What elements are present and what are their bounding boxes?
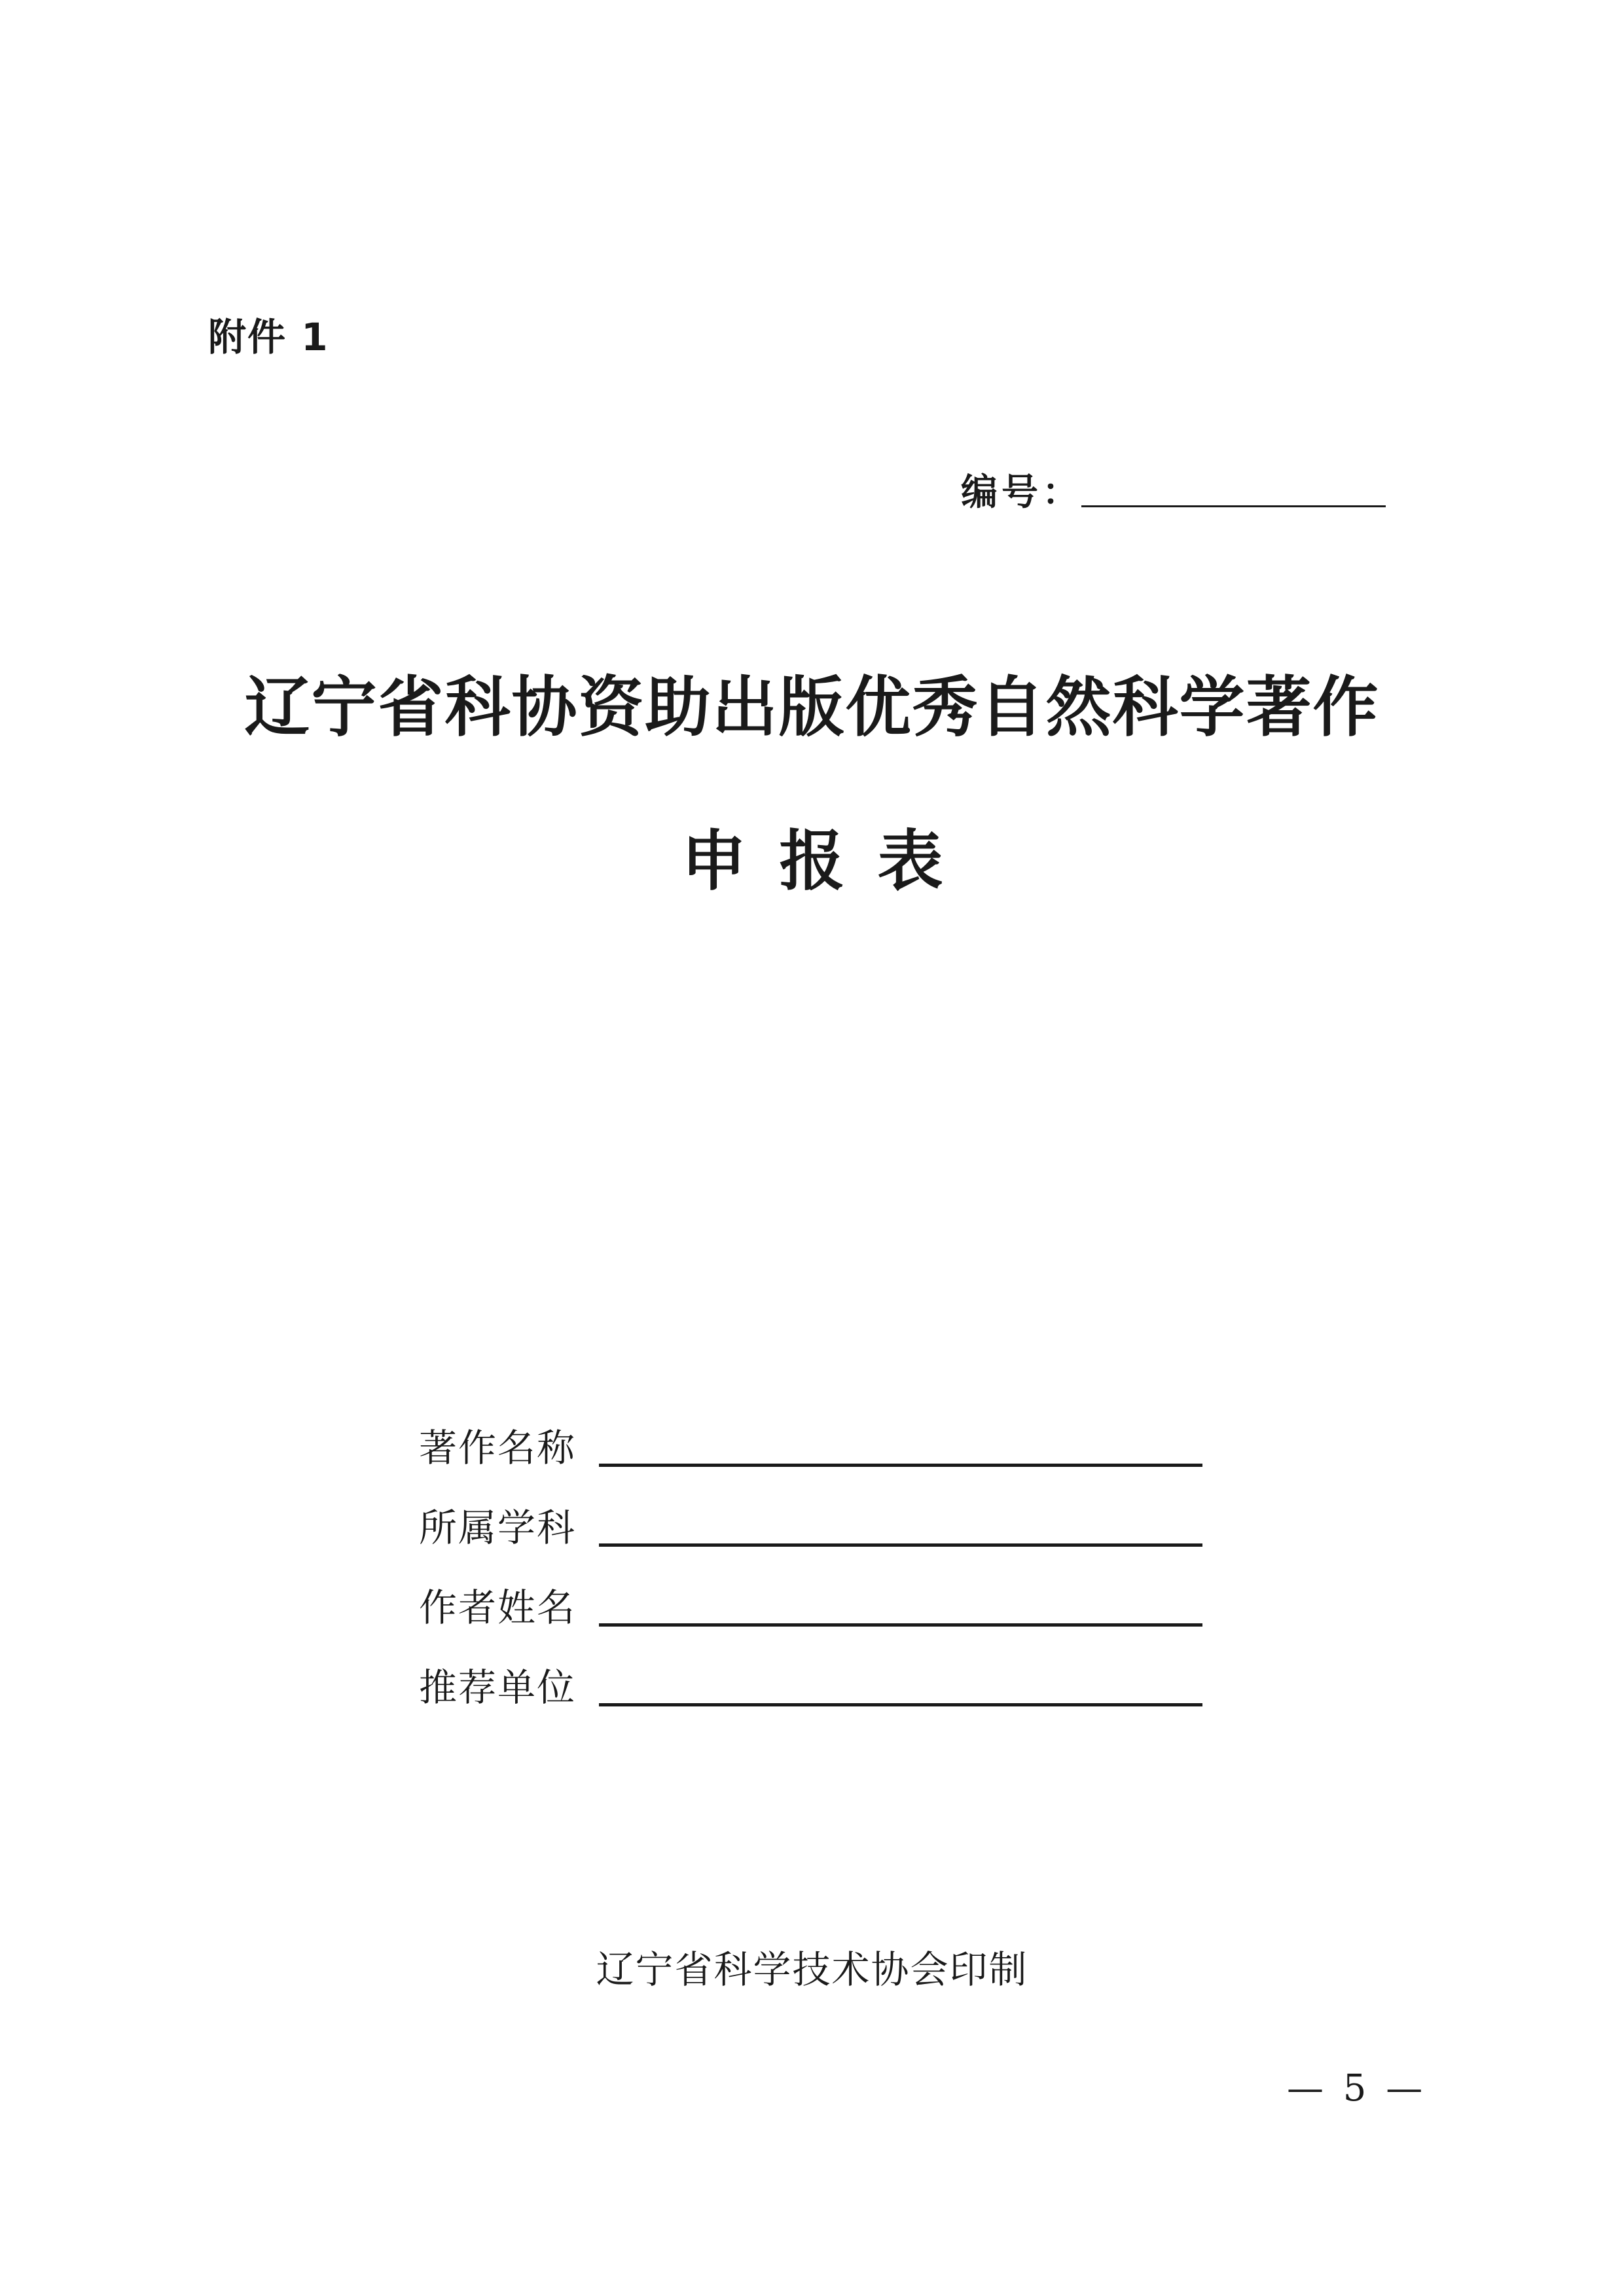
form-fields: [419, 1391, 1202, 1710]
document-title: 辽宁省科协资助出版优秀自然科学著作: [244, 668, 1380, 746]
field-blank-author-name[interactable]: [599, 1623, 1202, 1627]
field-blank-recommending-unit[interactable]: [599, 1703, 1202, 1706]
field-label-author-name: 作者姓名: [419, 1585, 577, 1630]
field-label-work-title: 著作名称: [419, 1426, 577, 1470]
field-row-work-title: [419, 1391, 1202, 1471]
attachment-label: 附件 1: [208, 315, 329, 359]
document-subtitle: 申报表: [681, 822, 976, 899]
field-blank-discipline[interactable]: [599, 1543, 1202, 1547]
page-number: — 5 —: [1287, 2067, 1427, 2110]
printer-credit: 辽宁省科学技术协会印制: [596, 1947, 1028, 1992]
serial-number-label: 编号：: [961, 471, 1083, 514]
field-row-recommending-unit: [419, 1631, 1202, 1710]
field-blank-work-title[interactable]: [599, 1464, 1202, 1467]
field-label-recommending-unit: 推荐单位: [419, 1665, 577, 1710]
serial-number-blank-line[interactable]: [1081, 505, 1386, 507]
field-row-discipline: [419, 1471, 1202, 1551]
field-label-discipline: 所属学科: [419, 1505, 577, 1550]
field-row-author-name: [419, 1551, 1202, 1631]
